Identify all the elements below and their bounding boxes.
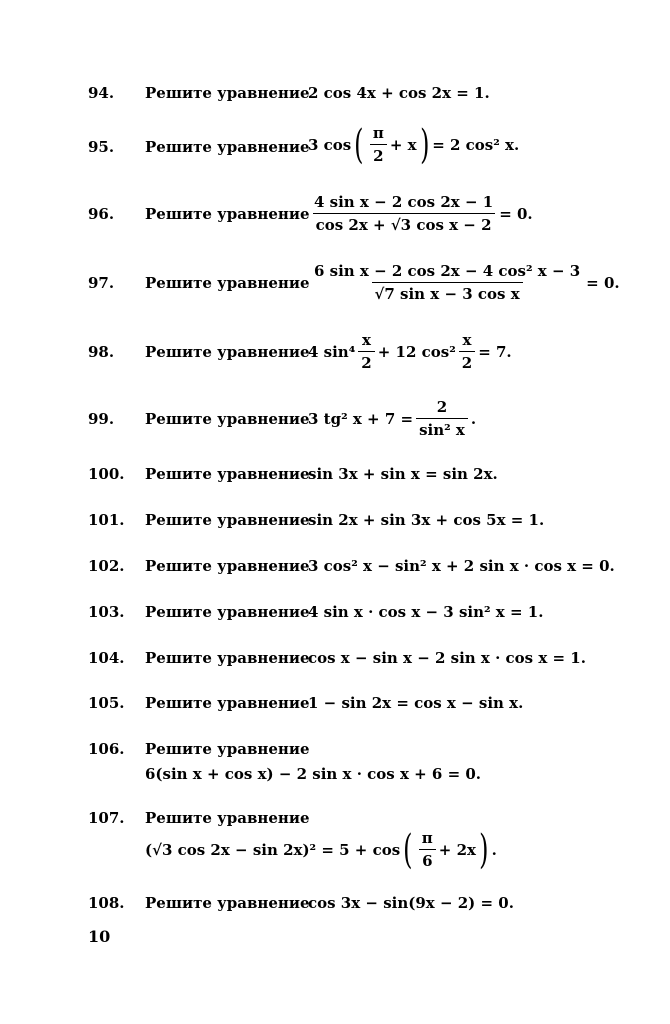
equation: 3 tg² x + 7 = $\frac{2}{\text{sin² x}}$ .	[308, 398, 477, 439]
equation: 3 cos ( $\frac{\pi}{2}$ + x ) = 2 cos² x.	[308, 121, 520, 168]
problem-number: 103.	[88, 603, 125, 621]
problem-label: Решите уравнение	[145, 205, 310, 223]
fraction: $\frac{2}{\text{sin² x}}$	[416, 398, 468, 439]
problem-label: Решите уравнение	[145, 343, 310, 361]
problem-number: 100.	[88, 465, 125, 483]
equation: 6(sin x + cos x) − 2 sin x · cos x + 6 = 0.	[145, 765, 482, 783]
problem-label: Решите уравнение	[145, 740, 310, 758]
equation: 4 sin⁴ $\frac{x}{2}$ + 12 cos² $\frac{x}{2}$ = 7.	[308, 331, 512, 372]
problem-number: 106.	[88, 740, 125, 758]
problem-number: 95.	[88, 138, 115, 156]
problem-number: 99.	[88, 410, 115, 428]
fraction: $\frac{\pi}{6}$	[419, 829, 436, 870]
equation: 4 sin x · cos x − 3 sin² x = 1.	[308, 603, 544, 621]
problem-number: 96.	[88, 205, 115, 223]
fraction: $\frac{\pi}{2}$	[370, 124, 387, 165]
problem-number: 104.	[88, 649, 125, 667]
problem-number: 97.	[88, 274, 115, 292]
problem-label: Решите уравнение	[145, 511, 310, 529]
problem-label: Решите уравнение	[145, 465, 310, 483]
equation: $\frac{\text{4 sin x − 2 cos 2x − 1}}{\text{cos 2x + √3 cos x − 2}}$ = 0.	[308, 193, 533, 234]
equation: 3 cos² x − sin² x + 2 sin x · cos x = 0.	[308, 557, 615, 575]
equation: sin 3x + sin x = sin 2x.	[308, 465, 498, 483]
problem-label: Решите уравнение	[145, 603, 310, 621]
problem-number: 107.	[88, 809, 125, 827]
problem-label: Решите уравнение	[145, 138, 310, 156]
problem-number: 98.	[88, 343, 115, 361]
fraction: $\frac{x}{2}$	[358, 331, 374, 372]
problem-label: Решите уравнение	[145, 84, 310, 102]
equation: $\frac{\text{6 sin x − 2 cos 2x − 4 cos² x − 3}}{\text{√7 sin x − 3 cos x}}$ = 0.	[308, 262, 620, 303]
problem-label: Решите уравнение	[145, 274, 310, 292]
problem-label: Решите уравнение	[145, 410, 310, 428]
problem-number: 108.	[88, 894, 125, 912]
problem-label: Решите уравнение	[145, 694, 310, 712]
problem-label: Решите уравнение	[145, 809, 310, 827]
equation: (√3 cos 2x − sin 2x)² = 5 + cos ( $\frac{\pi}{6}$ + 2x ) .	[145, 826, 497, 873]
equation: cos x − sin x − 2 sin x · cos x = 1.	[308, 649, 586, 667]
page-number: 10	[88, 927, 111, 946]
equation: 1 − sin 2x = cos x − sin x.	[308, 694, 524, 712]
problem-number: 94.	[88, 84, 115, 102]
fraction: $\frac{x}{2}$	[459, 331, 475, 372]
equation: sin 2x + sin 3x + cos 5x = 1.	[308, 511, 545, 529]
problem-number: 102.	[88, 557, 125, 575]
problem-label: Решите уравнение	[145, 894, 310, 912]
fraction: $\frac{\text{4 sin x − 2 cos 2x − 1}}{\text{cos 2x + √3 cos x − 2}}$	[314, 193, 494, 234]
problem-number: 105.	[88, 694, 125, 712]
problem-label: Решите уравнение	[145, 649, 310, 667]
problem-label: Решите уравнение	[145, 557, 310, 575]
equation: 2 cos 4x + cos 2x = 1.	[308, 84, 490, 102]
equation: cos 3x − sin(9x − 2) = 0.	[308, 894, 514, 912]
problem-number: 101.	[88, 511, 125, 529]
fraction: $\frac{\text{6 sin x − 2 cos 2x − 4 cos² x − 3}}{\text{√7 sin x − 3 cos x}}$	[314, 262, 581, 303]
